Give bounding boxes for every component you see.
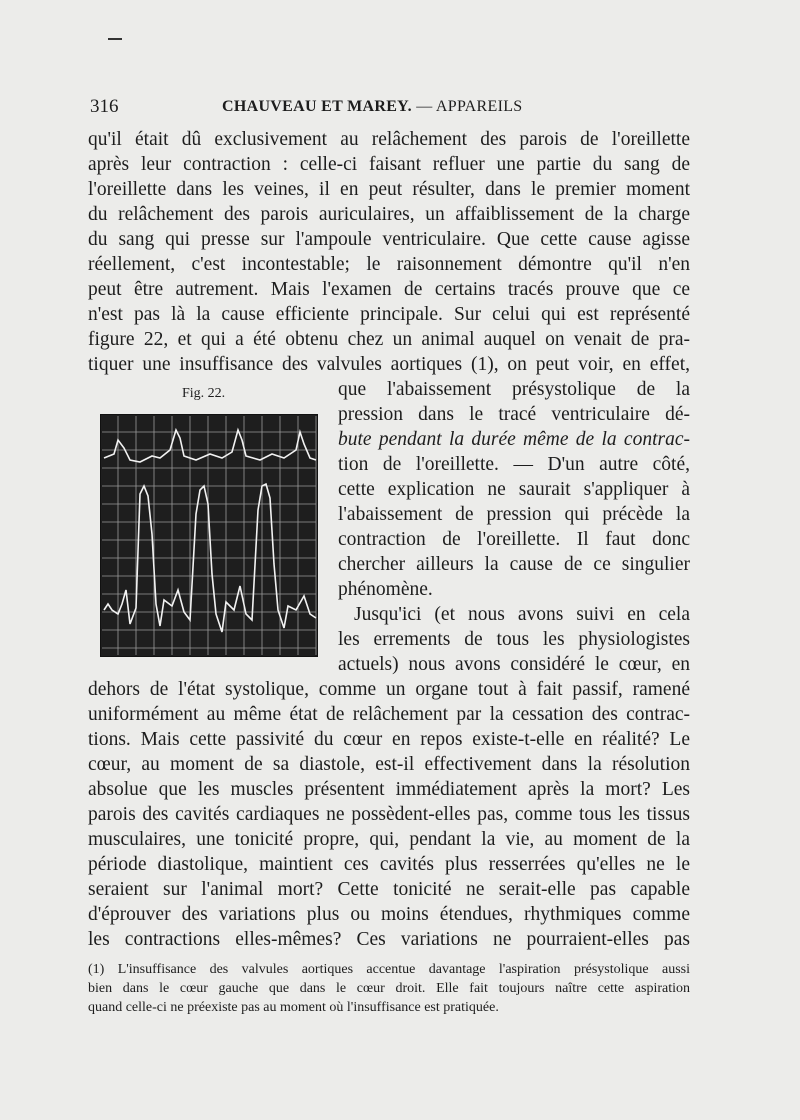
side-line: phénomène. <box>338 579 433 600</box>
body-line: du relâchement des parois auriculaires, un affaiblissement de la charge <box>88 204 690 225</box>
page-header <box>90 96 690 122</box>
figure-22-pressure-trace <box>100 414 318 657</box>
body-line: dehors de l'état systolique, comme un organe tout à fait passif, ramené <box>88 679 690 700</box>
pressure-trace-graphic <box>100 414 318 657</box>
body-line: parois des cavités cardiaques ne possèdent-elles pas, comme tous les tissus <box>88 804 690 825</box>
running-head-section: — APPAREILS <box>416 98 523 115</box>
side-line: Jusqu'ici (et nous avons suivi en cela <box>354 604 690 625</box>
body-line: les contractions elles-mêmes? Ces variations ne pourraient-elles pas <box>88 929 690 950</box>
side-line: pression dans le tracé ventriculaire dé- <box>338 404 690 425</box>
side-line: chercher ailleurs la cause de ce singulier <box>338 554 690 575</box>
running-head <box>222 98 523 116</box>
body-line: qu'il était dû exclusivement au relâchement des parois de l'oreillette <box>88 129 690 150</box>
body-line: seraient sur l'animal mort? Cette tonicité ne serait-elle pas capable <box>88 879 690 900</box>
body-line: uniformément au même état de relâchement par la cessation des contrac- <box>88 704 690 725</box>
body-line: peut être autrement. Mais l'examen de certains tracés prouve que ce <box>88 279 690 300</box>
side-line: les errements de tous les physiologistes <box>338 629 690 650</box>
body-line: n'est pas là la cause efficiente principale. Sur celui qui est représenté <box>88 304 690 325</box>
body-line: cœur, au moment de sa diastole, est-il effectivement dans la résolution <box>88 754 690 775</box>
side-line: actuels) nous avons considéré le cœur, en <box>338 654 690 675</box>
body-line: d'éprouver des variations plus ou moins étendues, rhythmiques comme <box>88 904 690 925</box>
figure-label: Fig. 22. <box>182 386 226 401</box>
body-line: tiquer une insuffisance des valvules aortiques (1), on peut voir, en effet, <box>88 354 690 375</box>
body-line: figure 22, et qui a été obtenu chez un animal auquel on venait de pra- <box>88 329 690 350</box>
body-line: après leur contraction : celle-ci faisant refluer une partie du sang de <box>88 154 690 175</box>
body-line: du sang qui presse sur l'ampoule ventriculaire. Que cette cause agisse <box>88 229 690 250</box>
body-line: réellement, c'est incontestable; le raisonnement démontre qu'il n'en <box>88 254 690 275</box>
footnote-line: bien dans le cœur gauche que dans le cœur droit. Elle fait toujours naître cette aspiration <box>88 981 690 996</box>
body-line: l'oreillette dans les veines, il en peut résulter, dans le premier moment <box>88 179 690 200</box>
side-line: tion de l'oreillette. — D'un autre côté, <box>338 454 690 475</box>
side-line: l'abaissement de pression qui précède la <box>338 504 690 525</box>
body-line: tions. Mais cette passivité du cœur en repos existe-t-elle en réalité? Le <box>88 729 690 750</box>
body-line: musculaires, une tonicité propre, qui, pendant la vie, au moment de la <box>88 829 690 850</box>
side-line: que l'abaissement présystolique de la <box>338 379 690 400</box>
running-head-authors: CHAUVEAU ET MAREY. <box>222 98 412 115</box>
footnote-line: (1) L'insuffisance des valvules aortiques accentue davantage l'aspiration présystolique aussi <box>88 962 690 977</box>
side-line: cette explication ne saurait s'appliquer à <box>338 479 690 500</box>
body-line: période diastolique, maintient ces cavités plus resserrées qu'elles ne le <box>88 854 690 875</box>
footnote-line: quand celle-ci ne préexiste pas au moment où l'insuffisance est pratiquée. <box>88 1000 499 1015</box>
side-line: bute pendant la durée même de la contrac- <box>338 429 690 450</box>
side-line: contraction de l'oreillette. Il faut donc <box>338 529 690 550</box>
top-dash-mark <box>108 38 122 40</box>
body-line: absolue que les muscles présentent immédiatement après la mort? Les <box>88 779 690 800</box>
page-number: 316 <box>90 96 119 117</box>
